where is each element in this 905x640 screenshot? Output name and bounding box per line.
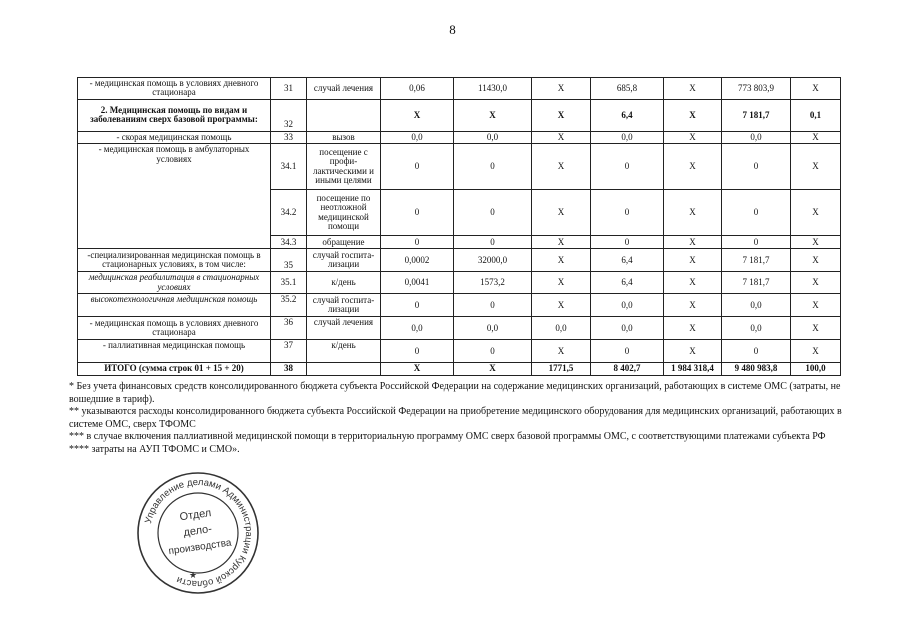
cell: 1771,5 [532, 363, 591, 375]
cell: Х [791, 317, 841, 340]
cell: Х [664, 131, 722, 143]
row-name: - скорая медицинская помощь [78, 131, 271, 143]
cell: 0 [722, 190, 791, 236]
cell: 0 [722, 236, 791, 249]
cell: 11430,0 [454, 78, 532, 100]
cell: 0 [454, 294, 532, 317]
stamp-star: ★ [188, 570, 198, 580]
row-number: 36 [271, 317, 307, 340]
row-name: - медицинская помощь в условиях дневного стационара [78, 78, 271, 100]
cell: 0 [722, 340, 791, 363]
cell: 0 [591, 340, 664, 363]
cell: 0 [591, 190, 664, 236]
footnote: ** указываются расходы консолидированного бюджета субъекта Российской Федерации на приобретение медицинского оборудования для медицинских организаций, работающих в системе ОМС, сверх ТФОМС [69, 406, 842, 430]
cell: 0,0041 [381, 272, 454, 294]
cell: 0 [381, 190, 454, 236]
cell: 6,4 [591, 249, 664, 272]
table-row [78, 340, 841, 363]
row-number: 37 [271, 340, 307, 363]
table-row [78, 249, 841, 272]
cell: 6,4 [591, 272, 664, 294]
cell: 0 [381, 294, 454, 317]
cell: 0 [381, 144, 454, 190]
cell: 0,0 [722, 294, 791, 317]
cell: Х [532, 144, 591, 190]
row-number: 38 [271, 363, 307, 375]
cell: Х [664, 236, 722, 249]
cell: Х [791, 294, 841, 317]
cell: Х [381, 363, 454, 375]
table-row [78, 78, 841, 100]
cell: 1 984 318,4 [664, 363, 722, 375]
cell: Х [664, 317, 722, 340]
table-row [78, 294, 841, 317]
cell: 685,8 [591, 78, 664, 100]
cell: 0 [381, 340, 454, 363]
cell: 0,0 [591, 294, 664, 317]
row-unit: вызов [307, 131, 381, 143]
cell: 0 [454, 236, 532, 249]
cell: 0 [454, 340, 532, 363]
table-row [78, 272, 841, 294]
cell: 100,0 [791, 363, 841, 375]
cell: 0,0 [532, 317, 591, 340]
cell: 773 803,9 [722, 78, 791, 100]
cell: Х [791, 236, 841, 249]
row-unit: обращение [307, 236, 381, 249]
cell: 0 [591, 144, 664, 190]
table-row [78, 144, 841, 190]
cell: Х [532, 340, 591, 363]
stamp-line-1: Отдел [178, 507, 213, 524]
cell: 7 181,7 [722, 249, 791, 272]
row-unit: посещение по неотложной медицинской помощи [307, 190, 381, 236]
row-number: 32 [271, 99, 307, 131]
cell: Х [791, 78, 841, 100]
cell: 0 [454, 144, 532, 190]
stamp-line-3: производства [167, 537, 233, 558]
cell: Х [791, 144, 841, 190]
cell: 0 [591, 236, 664, 249]
cell: Х [791, 249, 841, 272]
row-number: 35 [271, 249, 307, 272]
row-name: медицинская реабилитация в стационарных условиях [78, 272, 271, 294]
cell: Х [532, 131, 591, 143]
footnote: **** затраты на АУП ТФОМС и СМО». [69, 443, 240, 455]
table-row [78, 363, 841, 375]
row-name: высокотехнологичная медицинская помощь [78, 294, 271, 317]
row-name: ИТОГО (сумма строк 01 + 15 + 20) [78, 363, 271, 375]
cell: Х [791, 131, 841, 143]
cell: Х [791, 340, 841, 363]
cell: 0,0 [591, 317, 664, 340]
row-unit: к/день [307, 272, 381, 294]
row-name: - паллиативная медицинская помощь [78, 340, 271, 363]
cell: Х [791, 272, 841, 294]
footnote: *** в случае включения паллиативной медицинской помощи в территориальную программу ОМС сверх базовой программы ОМС, с соответствующими платежами субъекта РФ [69, 431, 826, 442]
cell: Х [532, 249, 591, 272]
row-unit: к/день [307, 340, 381, 363]
cell: Х [454, 99, 532, 131]
cell: Х [664, 249, 722, 272]
cell: 0 [381, 236, 454, 249]
cell: Х [664, 99, 722, 131]
row-unit: случай лечения [307, 78, 381, 100]
cell: 8 402,7 [591, 363, 664, 375]
cell: Х [532, 294, 591, 317]
row-unit [307, 99, 381, 131]
cell: 0,0 [381, 317, 454, 340]
row-unit: случай лечения [307, 317, 381, 340]
row-number: 35.1 [271, 272, 307, 294]
row-unit: случай госпита-лизации [307, 249, 381, 272]
cell: Х [664, 190, 722, 236]
table-row [78, 99, 841, 131]
cell: Х [532, 236, 591, 249]
footnotes [69, 381, 849, 456]
cell: 7 181,7 [722, 272, 791, 294]
data-table [77, 77, 841, 376]
table-row [78, 317, 841, 340]
cell: 9 480 983,8 [722, 363, 791, 375]
cell: 0,0002 [381, 249, 454, 272]
page-number: 8 [449, 22, 456, 37]
cell: 0 [722, 144, 791, 190]
cell: Х [664, 340, 722, 363]
row-number: 34.2 [271, 190, 307, 236]
footnote: * Без учета финансовых средств консолидированного бюджета субъекта Российской Федерации на содержание медицинских организаций, работающих в системе ОМС (затраты, не вошедшие в тариф). [69, 381, 841, 405]
row-name: 2. Медицинская помощь по видам и заболеваниям сверх базовой программы: [78, 99, 271, 131]
row-unit [307, 363, 381, 375]
cell: Х [381, 99, 454, 131]
row-name: - медицинская помощь в амбулаторных условиях [78, 144, 271, 249]
cell: 32000,0 [454, 249, 532, 272]
cell: 0,0 [722, 317, 791, 340]
cell: 1573,2 [454, 272, 532, 294]
cell: 0,0 [722, 131, 791, 143]
cell: 0,06 [381, 78, 454, 100]
cell: Х [454, 363, 532, 375]
row-number: 33 [271, 131, 307, 143]
cell: 0,0 [454, 317, 532, 340]
cell: Х [664, 144, 722, 190]
cell: 0,1 [791, 99, 841, 131]
cell: 0 [454, 190, 532, 236]
table-row [78, 131, 841, 143]
cell: 6,4 [591, 99, 664, 131]
row-unit: посещение с профи-лактическими и иными целями [307, 144, 381, 190]
cell: Х [532, 272, 591, 294]
row-number: 34.1 [271, 144, 307, 190]
row-number: 34.3 [271, 236, 307, 249]
cell: 0,0 [381, 131, 454, 143]
cell: Х [664, 294, 722, 317]
row-number: 35.2 [271, 294, 307, 317]
row-unit: случай госпита-лизации [307, 294, 381, 317]
row-name: - медицинская помощь в условиях дневного стационара [78, 317, 271, 340]
row-name: -специализированная медицинская помощь в стационарных условиях, в том числе: [78, 249, 271, 272]
office-stamp [135, 470, 261, 596]
cell: Х [532, 190, 591, 236]
cell: Х [532, 99, 591, 131]
cell: Х [532, 78, 591, 100]
stamp-line-2: дело- [182, 523, 213, 539]
cell: 0,0 [591, 131, 664, 143]
stamp-ring-text: Управление делами Администрации Курской области [143, 476, 255, 590]
cell: Х [791, 190, 841, 236]
cell: Х [664, 272, 722, 294]
cell: 0,0 [454, 131, 532, 143]
cell: 7 181,7 [722, 99, 791, 131]
cell: Х [664, 78, 722, 100]
row-number: 31 [271, 78, 307, 100]
